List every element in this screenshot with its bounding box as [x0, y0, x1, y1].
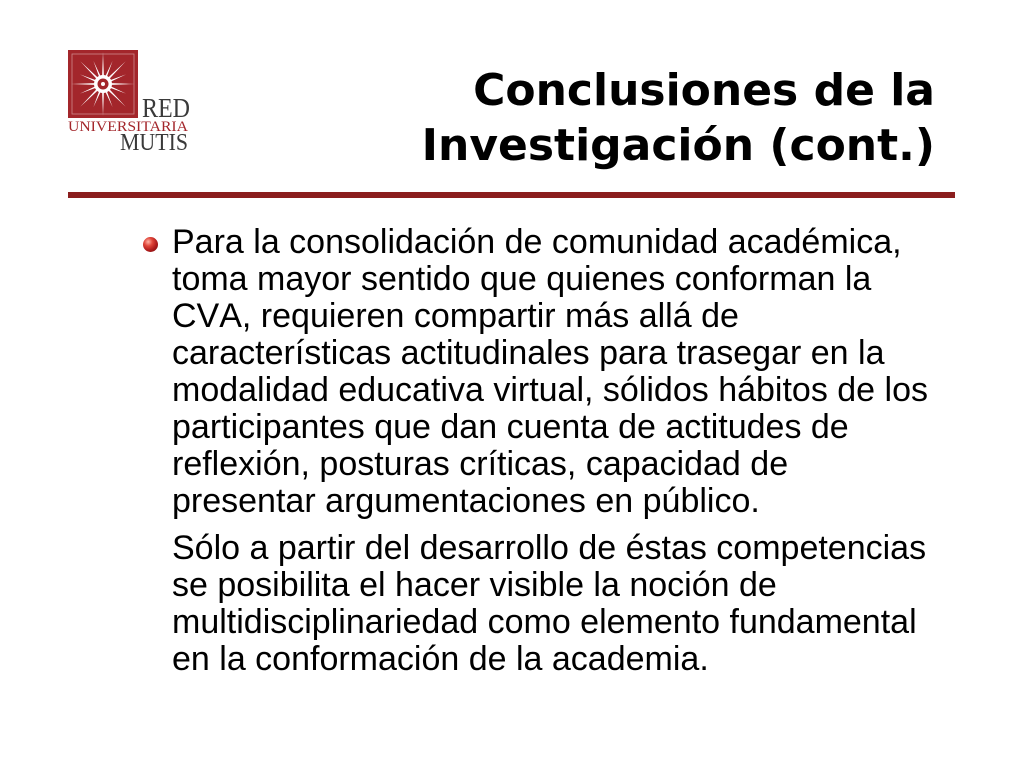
title-line-2: Investigación (cont.)	[421, 120, 935, 171]
slide-body	[172, 224, 934, 678]
title-divider	[68, 192, 955, 198]
bullet-icon	[143, 237, 158, 252]
logo-text-red: RED	[142, 93, 190, 123]
continuation-paragraph: Sólo a partir del desarrollo de éstas competencias se posibilita el hacer visible la noción de multidisciplinariedad como elemento fundamental en la conformación de la academia.	[172, 529, 927, 678]
logo-text-universitaria: UNIVERSITARIA	[68, 119, 189, 135]
logo-text-mutis: MUTIS	[120, 130, 188, 154]
slide-title	[422, 63, 935, 173]
starburst-icon	[68, 50, 138, 118]
logo-mark	[66, 48, 192, 154]
red-universitaria-mutis-logo	[66, 48, 192, 154]
bullet-paragraph: Para la consolidación de comunidad académica, toma mayor sentido que quienes conforman la CVA, requieren compartir más allá de características actitudinales para trasegar en la modalidad educativa virtual, sólidos hábitos de los participantes que dan cuenta de actitudes de reflexión, posturas críticas, capacidad de presentar argumentaciones en público.	[172, 223, 929, 520]
title-line-1: Conclusiones de la	[473, 65, 935, 116]
